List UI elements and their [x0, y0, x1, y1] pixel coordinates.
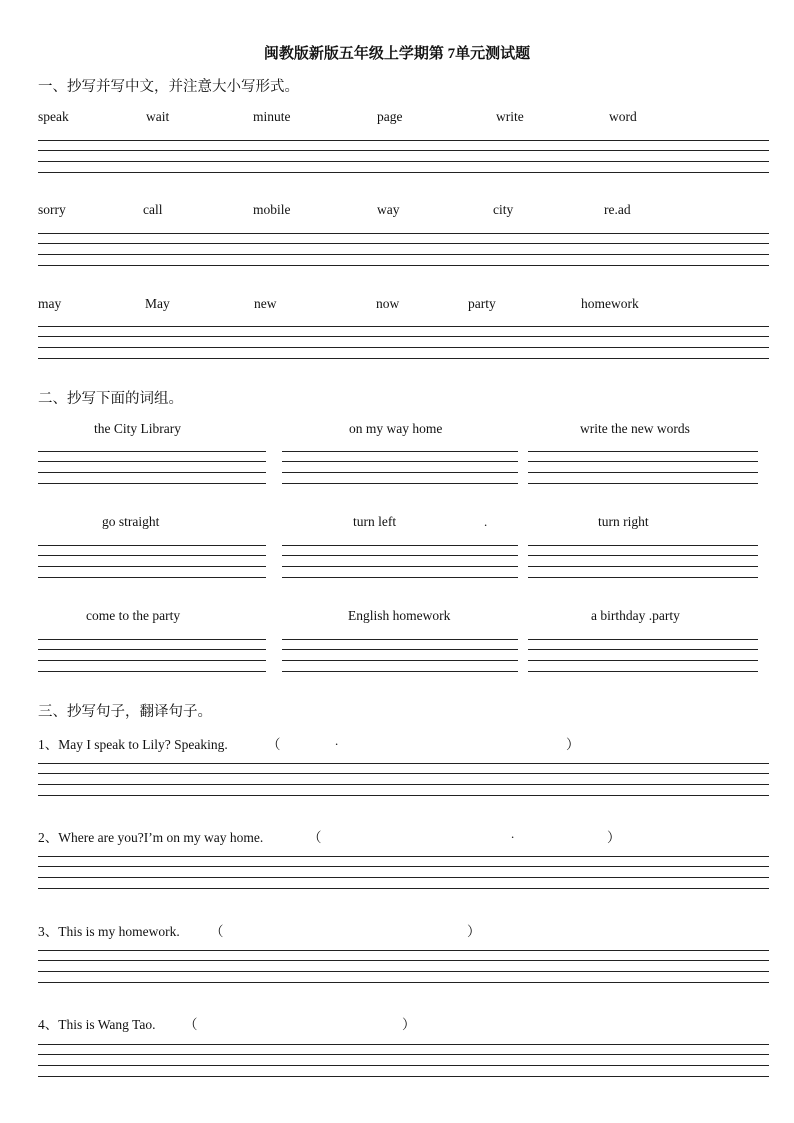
- writing-lines[interactable]: [38, 763, 769, 797]
- word-item: mobile: [253, 202, 291, 217]
- writing-lines[interactable]: [38, 856, 769, 890]
- writing-lines[interactable]: [38, 140, 769, 174]
- writing-lines[interactable]: [282, 639, 518, 673]
- writing-lines[interactable]: [38, 950, 769, 984]
- sentence-1: 1、May I speak to Lily? Speaking.: [38, 737, 228, 752]
- phrase-item: turn right: [598, 514, 649, 529]
- stray-dot: .: [511, 826, 515, 841]
- stray-dot: .: [335, 733, 339, 748]
- writing-lines[interactable]: [38, 233, 769, 267]
- phrase-item: go straight: [102, 514, 160, 529]
- writing-lines[interactable]: [528, 545, 758, 579]
- writing-lines[interactable]: [38, 326, 769, 360]
- word-item: write: [496, 109, 524, 124]
- word-item: now: [376, 296, 400, 311]
- writing-lines[interactable]: [38, 451, 266, 485]
- writing-lines[interactable]: [528, 639, 758, 673]
- open-paren: （: [184, 1017, 198, 1032]
- word-item: party: [468, 296, 496, 311]
- writing-lines[interactable]: [38, 545, 266, 579]
- open-paren: （: [210, 924, 224, 939]
- word-item: sorry: [38, 202, 66, 217]
- word-item: new: [254, 296, 277, 311]
- sentence-3: 3、This is my homework.: [38, 924, 180, 939]
- writing-lines[interactable]: [38, 639, 266, 673]
- phrase-item: write the new words: [580, 421, 690, 436]
- section1-heading: 一、抄写并写中文，并注意大小写形式。: [38, 79, 299, 95]
- section2-heading: 二、抄写下面的词组。: [38, 391, 183, 407]
- sentence-4: 4、This is Wang Tao.: [38, 1017, 156, 1032]
- writing-lines[interactable]: [282, 451, 518, 485]
- phrase-item: English homework: [348, 608, 451, 623]
- close-paren: ）: [566, 737, 580, 752]
- open-paren: （: [308, 830, 322, 845]
- word-item: speak: [38, 109, 69, 124]
- word-item: re.ad: [604, 202, 631, 217]
- phrase-item: turn left: [353, 514, 397, 529]
- writing-lines[interactable]: [528, 451, 758, 485]
- phrase-item: the City Library: [94, 421, 181, 436]
- phrase-item: a birthday .party: [591, 608, 680, 623]
- word-item: page: [377, 109, 403, 124]
- close-paren: ）: [467, 924, 481, 939]
- close-paren: ）: [402, 1017, 416, 1032]
- word-item: word: [609, 109, 637, 124]
- word-item: city: [493, 202, 514, 217]
- word-item: wait: [146, 109, 170, 124]
- sentence-2: 2、Where are you?I’m on my way home.: [38, 830, 264, 845]
- stray-dot: .: [484, 514, 488, 529]
- phrase-item: on my way home: [349, 421, 443, 436]
- word-item: way: [377, 202, 400, 217]
- section3-heading: 三、抄写句子，翻译句子。: [38, 704, 212, 720]
- writing-lines[interactable]: [38, 1044, 769, 1078]
- close-paren: ）: [607, 830, 621, 845]
- writing-lines[interactable]: [282, 545, 518, 579]
- word-item: May: [145, 296, 170, 311]
- word-item: call: [143, 202, 163, 217]
- word-item: minute: [253, 109, 291, 124]
- word-item: homework: [581, 296, 639, 311]
- word-item: may: [38, 296, 62, 311]
- page-title: 闽教版新版五年级上学期第 7单元测试题: [263, 46, 531, 62]
- phrase-item: come to the party: [86, 608, 181, 623]
- open-paren: （: [267, 737, 281, 752]
